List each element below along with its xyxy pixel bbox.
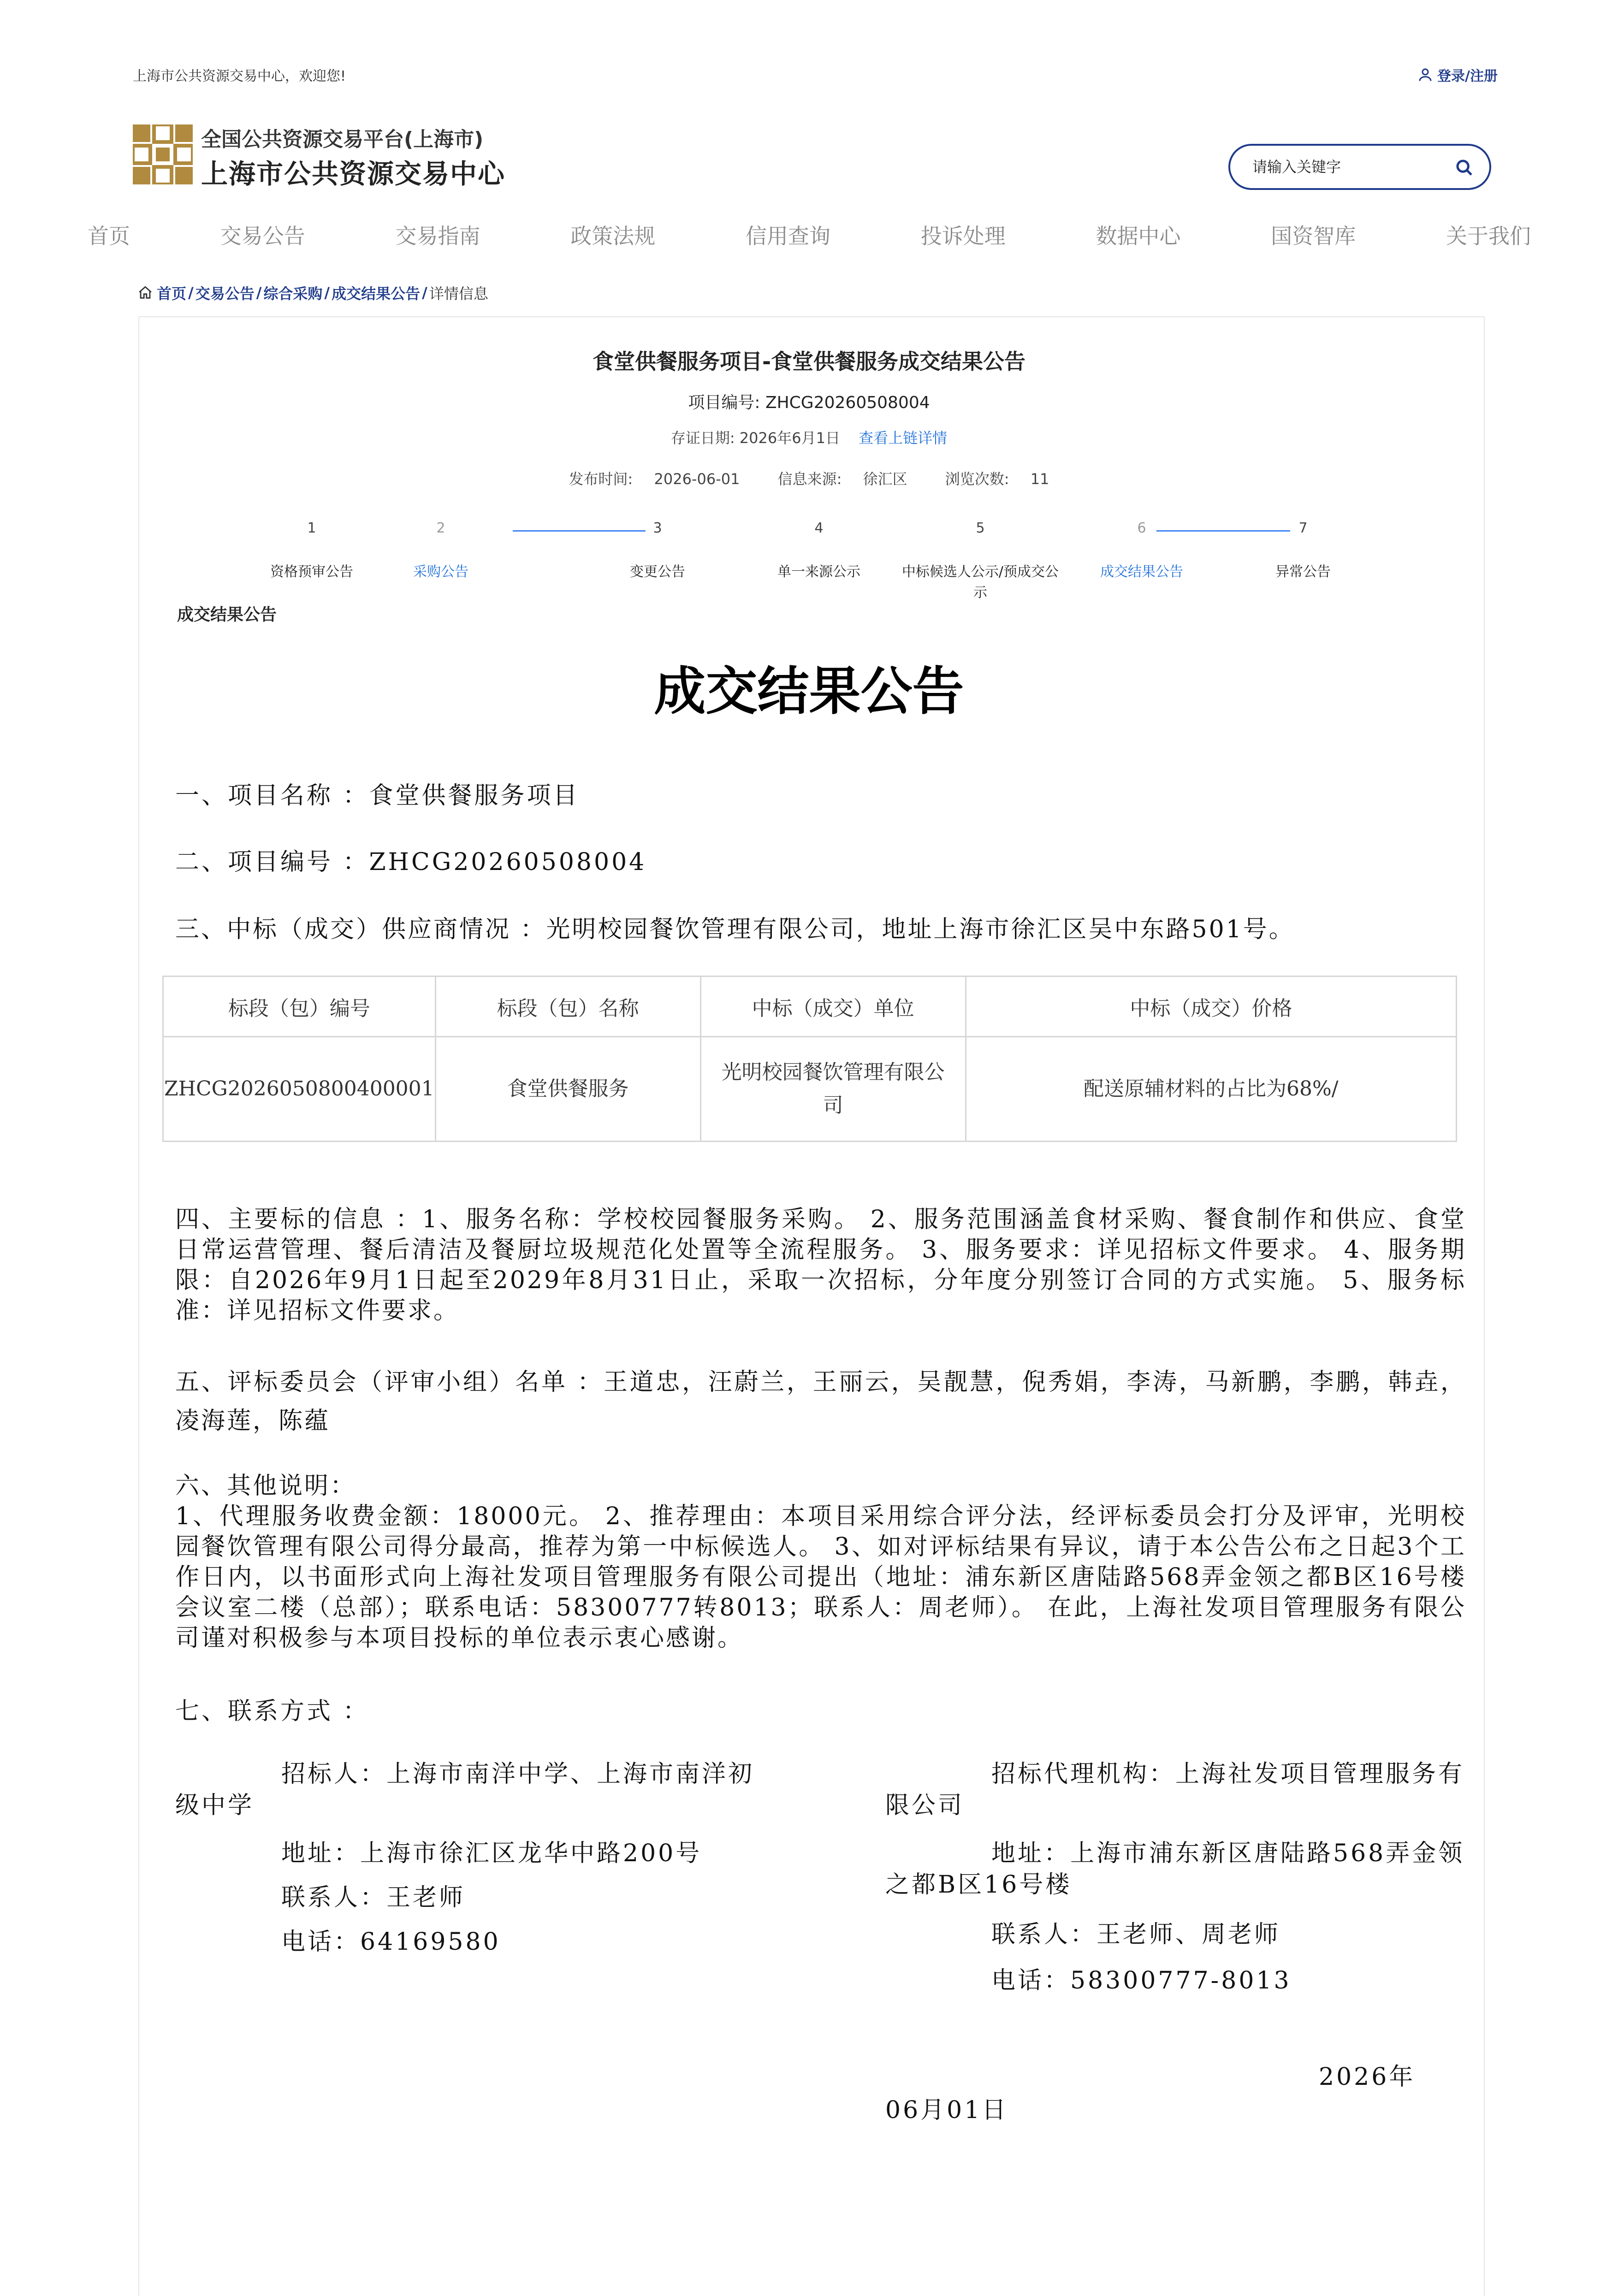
table-header-row (163, 976, 1457, 1037)
nav-think-tank[interactable]: 国资智库 (1271, 224, 1356, 249)
publish-info (0, 467, 1618, 489)
breadcrumb-comprehensive-procurement[interactable]: 综合采购 (263, 285, 323, 302)
main-nav (88, 219, 1531, 250)
nav-policies[interactable]: 政策法规 (570, 224, 656, 249)
publish-time: 发布时间: 2026-06-01 (569, 470, 740, 488)
step-prequalification[interactable]: 1 资格预审公告 (270, 520, 353, 580)
header-lot-number: 标段（包）编号 (163, 976, 436, 1037)
breadcrumb-result-notice[interactable]: 成交结果公告 (332, 285, 421, 302)
search-input[interactable] (1251, 158, 1438, 176)
tenderer-phone: 电话：64169580 (281, 1928, 501, 1956)
step-procurement-notice[interactable]: 2 采购公告 (413, 520, 468, 580)
project-name-line: 一、项目名称 ：食堂供餐服务项目 (175, 782, 580, 810)
cell-winning-unit: 光明校园餐饮管理有限公司 (700, 1037, 966, 1142)
notice-title: 食堂供餐服务项目-食堂供餐服务成交结果公告 (592, 349, 1026, 374)
result-table (162, 976, 1457, 1142)
deposit-date-value: 2026年6月1日 (739, 429, 840, 447)
deposit-date-label: 存证日期: (670, 429, 735, 447)
nav-credit-query[interactable]: 信用查询 (746, 224, 830, 249)
supplier-line: 三、中标（成交）供应商情况 ：光明校园餐饮管理有限公司，地址上海市徐汇区吴中东路501号。 (175, 916, 1295, 943)
project-number-label: 项目编号: (688, 393, 760, 412)
nav-data-center[interactable]: 数据中心 (1096, 224, 1181, 249)
agency-phone: 电话：58300777-8013 (991, 1967, 1292, 1994)
header-winning-price: 中标（成交）价格 (966, 976, 1456, 1037)
step-candidate-publicity[interactable]: 5 中标候选人公示/预成交公示 (901, 520, 1059, 601)
nav-home[interactable]: 首页 (88, 224, 130, 249)
contact-heading: 七、联系方式 ： (175, 1698, 369, 1725)
committee-list: 五、评标委员会（评审小组）名单 ：王道忠，汪蔚兰，王丽云，吴靓慧，倪秀娟，李涛，马新鹏，李鹏，韩垚，凌海莲，陈蕴 (175, 1368, 1466, 1435)
cell-winning-price: 配送原辅材料的占比为68%/ (966, 1037, 1456, 1142)
signature-date: 06月01日 (885, 2096, 1008, 2124)
deposit-info (0, 426, 1618, 448)
project-number-line: 二、项目编号 ：ZHCG20260508004 (175, 848, 647, 876)
view-count: 浏览次数: 11 (945, 470, 1049, 488)
search-box (1228, 144, 1491, 190)
nav-complaints[interactable]: 投诉处理 (920, 224, 1006, 249)
header-winning-unit: 中标（成交）单位 (700, 976, 966, 1037)
step-result-notice[interactable]: 6 成交结果公告 (1100, 520, 1183, 580)
cell-lot-number: ZHCG2026050800400001 (163, 1037, 436, 1142)
breadcrumb-home[interactable]: 首页 (157, 285, 187, 302)
project-number-value: ZHCG20260508004 (765, 393, 930, 412)
breadcrumb: 首页 / 交易公告 / 综合采购 / 成交结果公告 / 详情信息 (137, 282, 488, 303)
tender-agency: 招标代理机构：上海社发项目管理服务有限公司 (885, 1760, 1465, 1819)
project-number (0, 390, 1618, 413)
tenderer-contact-person: 联系人：王老师 (281, 1884, 466, 1911)
user-icon (1417, 66, 1434, 83)
top-bar (133, 65, 1498, 92)
document-heading: 成交结果公告 (654, 662, 964, 722)
agency-address: 地址：上海市浦东新区唐陆路568弄金领之都B区16号楼 (885, 1840, 1465, 1899)
tenderer-address: 地址：上海市徐汇区龙华中路200号 (281, 1840, 702, 1867)
table-row (163, 1037, 1457, 1142)
tenderer: 招标人：上海市南洋中学、上海市南洋初级中学 (175, 1760, 755, 1819)
nav-trade-guide[interactable]: 交易指南 (395, 224, 480, 249)
signature-year: 2026年 (1319, 2063, 1416, 2091)
other-notes-title: 六、其他说明： (175, 1472, 356, 1500)
info-source: 信息来源: 徐汇区 (777, 470, 907, 488)
chain-detail-link[interactable]: 查看上链详情 (859, 429, 948, 447)
other-notes-body: 1、代理服务收费金额：18000元。 2、推荐理由：本项目采用综合评分法，经评标委员会打分及评审，光明校园餐饮管理有限公司得分最高，推荐为第一中标候选人。 3、如对评标结果有异议，请于本公告公布之日起3个工作日内，以书面形式向上海社发项目管理服务有限公司提出（地址：浦东新区唐陆路568弄金领之都B区16号楼会议室二楼（总部）；联系电话：58300777转8013；联系人：周老师）。 在此，上海社发项目管理服务有限公司谨对积极参与本项目投标的单位表示衷心感谢。 (175, 1503, 1466, 1652)
site-logo-icon[interactable] (133, 124, 193, 184)
step-change-notice[interactable]: 3 变更公告 (630, 520, 685, 580)
search-icon[interactable] (1455, 159, 1474, 177)
login-register-link[interactable] (1417, 65, 1498, 85)
brand-subtitle: 全国公共资源交易平台(上海市) (201, 128, 484, 151)
breadcrumb-trade-notices[interactable]: 交易公告 (195, 285, 255, 302)
step-exception-notice[interactable]: 7 异常公告 (1275, 520, 1331, 580)
breadcrumb-current: 详情信息 (429, 285, 488, 302)
step-single-source[interactable]: 4 单一来源公示 (777, 520, 860, 580)
header-lot-name: 标段（包）名称 (435, 976, 700, 1037)
main-target-info: 四、主要标的信息 ：1、服务名称：学校校园餐服务采购。 2、服务范围涵盖食材采购、餐食制作和供应、食堂日常运营管理、餐后清洁及餐厨垃圾规范化处置等全流程服务。 3、服务要求：详见招标文件要求。 4、服务期限：自2026年9月1日起至2029年8月31日止，采取一次招标，分年度分别签订合同的方式实施。 5、服务标准：详见招标文件要求。 (175, 1206, 1466, 1325)
nav-trade-notices[interactable]: 交易公告 (220, 224, 305, 249)
brand-title[interactable]: 上海市公共资源交易中心 (201, 158, 506, 189)
section-label: 成交结果公告 (177, 605, 277, 624)
login-label: 登录/注册 (1437, 68, 1498, 84)
agency-contact-person: 联系人：王老师、周老师 (991, 1921, 1281, 1948)
welcome-text: 上海市公共资源交易中心，欢迎您! (133, 68, 346, 84)
cell-lot-name: 食堂供餐服务 (435, 1037, 700, 1142)
nav-about[interactable]: 关于我们 (1446, 224, 1531, 249)
home-icon (137, 285, 153, 301)
